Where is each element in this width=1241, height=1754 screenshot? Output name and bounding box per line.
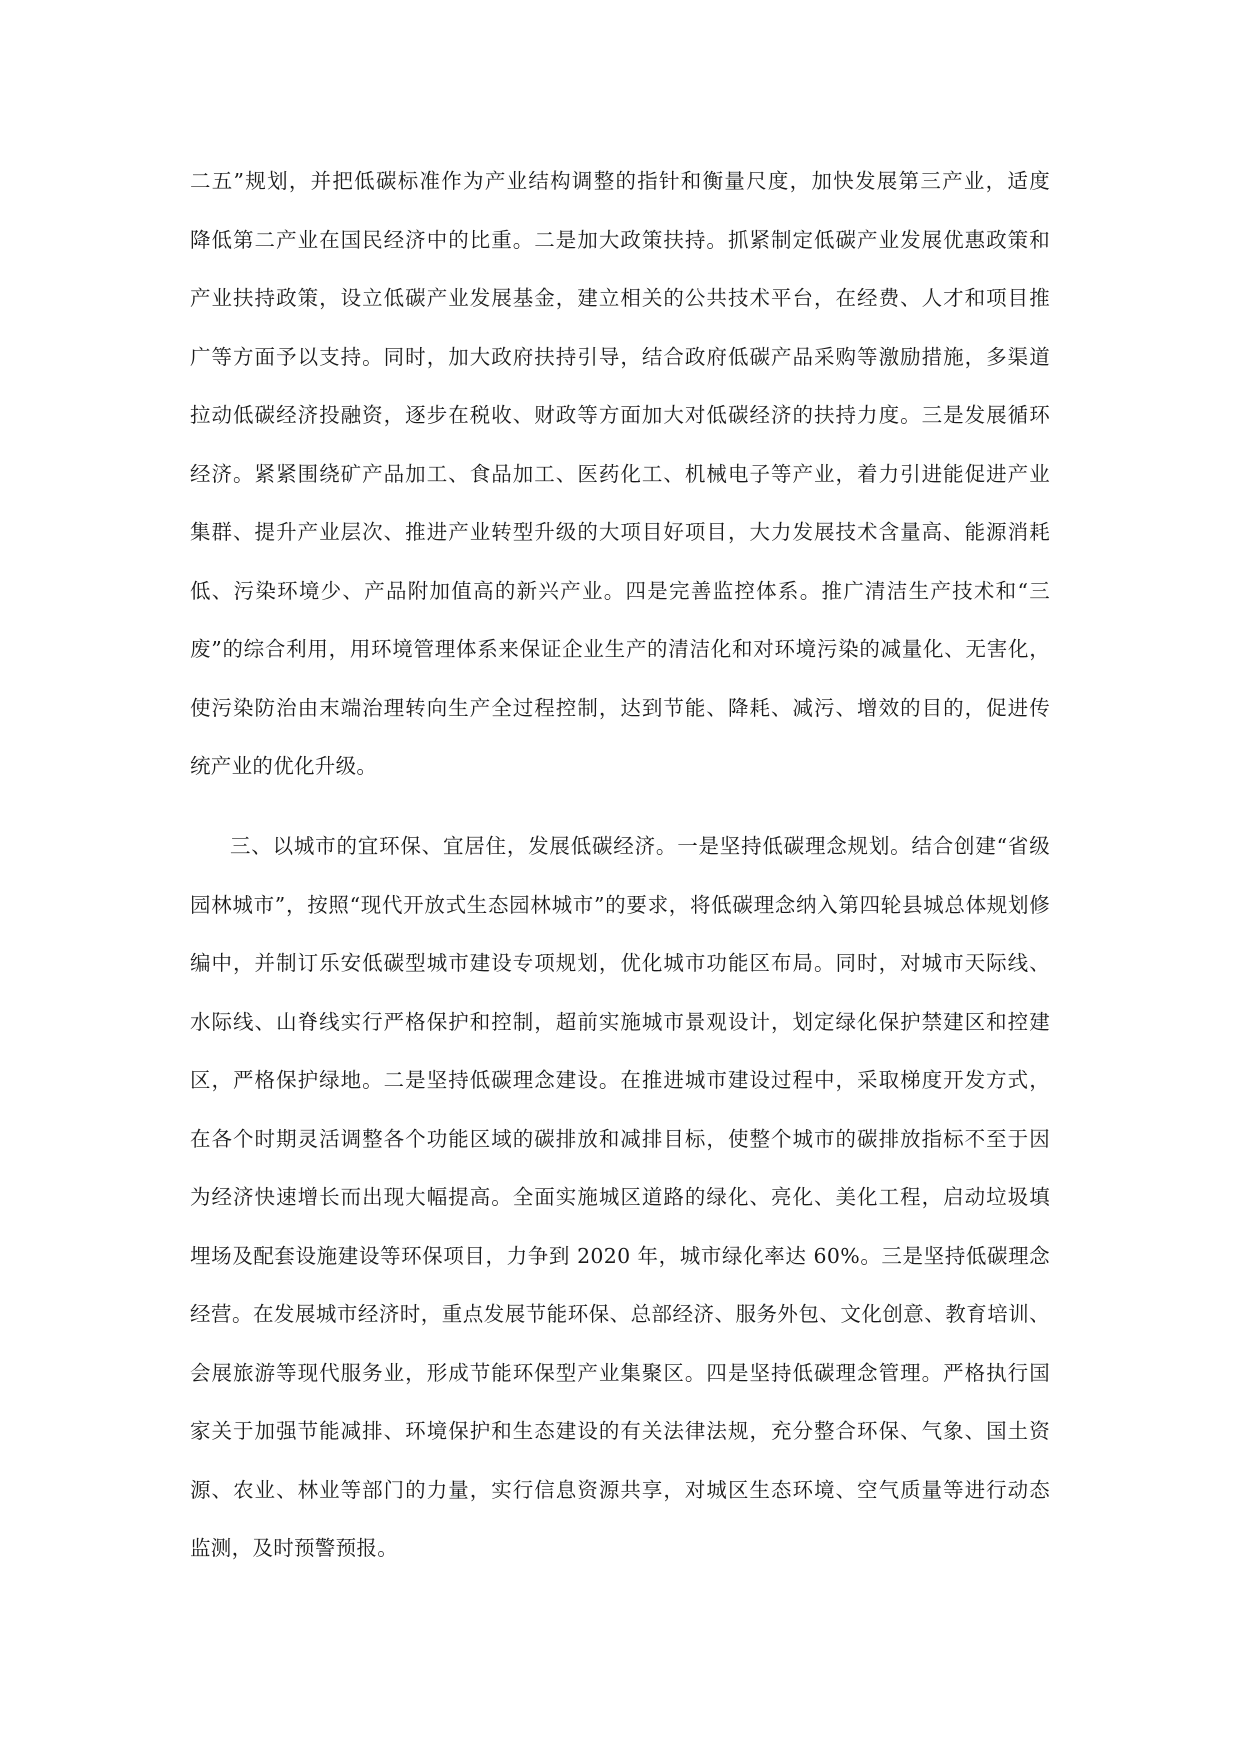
paragraph-line: 水际线、山脊线实行严格保护和控制，超前实施城市景观设计，划定绿化保护禁建区和控建 xyxy=(190,1009,1050,1034)
paragraph-line: 区，严格保护绿地。二是坚持低碳理念建设。在推进城市建设过程中，采取梯度开发方式， xyxy=(190,1068,1050,1092)
paragraph-line: 会展旅游等现代服务业，形成节能环保型产业集聚区。四是坚持低碳理念管理。严格执行国 xyxy=(190,1360,1050,1385)
paragraph-line: 编中，并制订乐安低碳型城市建设专项规划，优化城市功能区布局。同时，对城市天际线、 xyxy=(190,951,1050,975)
paragraph-line: 在各个时期灵活调整各个功能区域的碳排放和减排目标，使整个城市的碳排放指标不至于因 xyxy=(190,1126,1050,1151)
paragraph-line: 为经济快速增长而出现大幅提高。全面实施城区道路的绿化、亮化、美化工程，启动垃圾填 xyxy=(190,1185,1050,1209)
paragraph-line: 统产业的优化升级。 xyxy=(190,754,378,778)
paragraph-line: 经营。在发展城市经济时，重点发展节能环保、总部经济、服务外包、文化创意、教育培训、 xyxy=(190,1302,1050,1326)
paragraph-line: 三、以城市的宜环保、宜居住，发展低碳经济。一是坚持低碳理念规划。结合创建“省级 xyxy=(230,834,1050,858)
paragraph-line: 废”的综合利用，用环境管理体系来保证企业生产的清洁化和对环境污染的减量化、无害化， xyxy=(190,637,1050,661)
paragraph-line: 埋场及配套设施建设等环保项目，力争到 2020 年，城市绿化率达 60%。三是坚持低碳理念 xyxy=(190,1243,1050,1268)
paragraph-line: 监测，及时预警预报。 xyxy=(190,1536,398,1560)
paragraph-line: 经济。紧紧围绕矿产品加工、食品加工、医药化工、机械电子等产业，着力引进能促进产业 xyxy=(190,461,1050,486)
paragraph-line: 广等方面予以支持。同时，加大政府扶持引导，结合政府低碳产品采购等激励措施，多渠道 xyxy=(190,344,1050,369)
paragraph-line: 家关于加强节能减排、环境保护和生态建设的有关法律法规，充分整合环保、气象、国土资 xyxy=(190,1419,1050,1443)
paragraph-line: 产业扶持政策，设立低碳产业发展基金，建立相关的公共技术平台，在经费、人才和项目推 xyxy=(190,286,1050,310)
paragraph-line: 源、农业、林业等部门的力量，实行信息资源共享，对城区生态环境、空气质量等进行动态 xyxy=(190,1477,1050,1502)
paragraph-industry-policy xyxy=(190,152,1050,796)
paragraph-line: 降低第二产业在国民经济中的比重。二是加大政策扶持。抓紧制定低碳产业发展优惠政策和 xyxy=(190,227,1050,252)
paragraph-line: 使污染防治由末端治理转向生产全过程控制，达到节能、降耗、减污、增效的目的，促进传 xyxy=(190,695,1050,720)
paragraph-line: 集群、提升产业层次、推进产业转型升级的大项目好项目，大力发展技术含量高、能源消耗 xyxy=(190,520,1050,544)
paragraph-urban-low-carbon xyxy=(190,817,1050,1578)
paragraph-line: 园林城市”，按照“现代开放式生态园林城市”的要求，将低碳理念纳入第四轮县城总体规划修 xyxy=(190,892,1050,917)
paragraph-line: 拉动低碳经济投融资，逐步在税收、财政等方面加大对低碳经济的扶持力度。三是发展循环 xyxy=(190,403,1050,427)
paragraph-line: 二五”规划，并把低碳标准作为产业结构调整的指针和衡量尺度，加快发展第三产业，适度 xyxy=(190,169,1050,193)
paragraph-line: 低、污染环境少、产品附加值高的新兴产业。四是完善监控体系。推广清洁生产技术和“三 xyxy=(190,578,1050,603)
